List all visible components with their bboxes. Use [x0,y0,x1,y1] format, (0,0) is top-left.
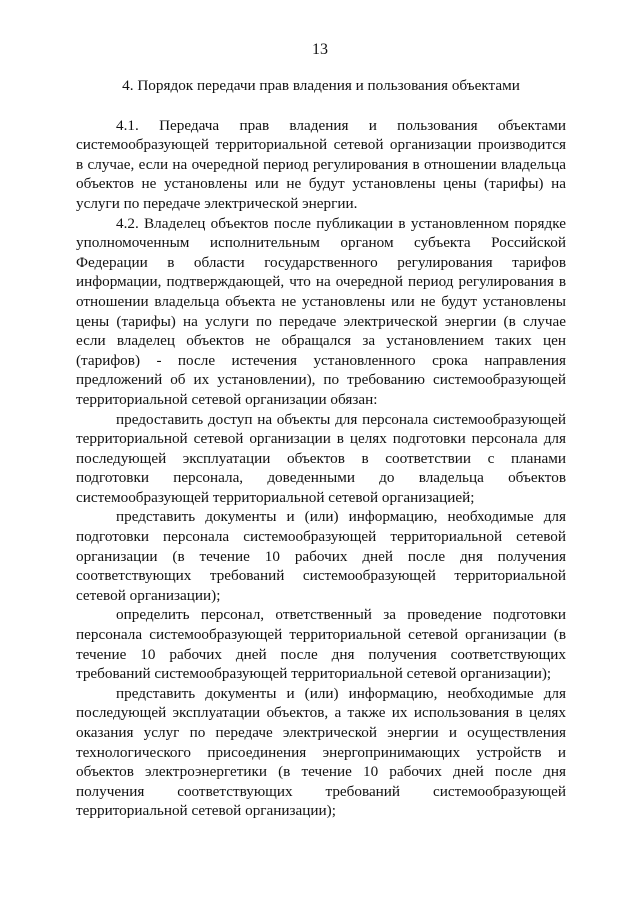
obligation-define-personnel: определить персонал, ответственный за проведение подготовки персонала системообразующей территориальной сетевой организации (в течение 10 рабочих дней после дня получения соответствующих требований системообразующей территориальной сетевой организации); [76,606,566,683]
paragraph-4-1: 4.1. Передача прав владения и пользования объектами системообразующей территориальной сетевой организации производится в случае, если на очередной период регулирования в отношении владельца объектов не установлены или не будут установлены цены (тарифы) на услуги по передаче электрической энергии. [76,116,566,212]
document-body [76,76,566,821]
page-number: 13 [312,41,328,58]
obligation-provide-documents-operation: представить документы и (или) информацию, необходимые для последующей эксплуатации объектов, а также их использования в целях оказания услуг по передаче электрической энергии и осуществления технологического присоединения энергопринимающих устройств и объектов электроэнергетики (в течение 10 рабочих дней после дня получения соответствующих требований системообразующей территориальной сетевой организации); [76,684,566,820]
section-heading: 4. Порядок передачи прав владения и пользования объектами [122,77,520,94]
obligation-provide-documents-training: представить документы и (или) информацию, необходимые для подготовки персонала системообразующей территориальной сетевой организации (в течение 10 рабочих дней после дня получения соответствующих требований системообразующей территориальной сетевой организации); [76,508,566,604]
paragraph-4-2: 4.2. Владелец объектов после публикации в установленном порядке уполномоченным исполнительным органом субъекта Российской Федерации в области государственного регулирования тарифов информации, подтверждающей, что на очередной период регулирования в отношении владельца объекта не установлены или не будут установлены цены (тарифы) на услуги по передаче электрической энергии (в случае если владелец объектов не обращался за установлением таких цен (тарифов) - после истечения установленного срока направления предложений об их установлении), по требованию системообразующей территориальной сетевой организации обязан: [76,214,566,408]
obligation-provide-access: предоставить доступ на объекты для персонала системообразующей территориальной сетевой организации в целях подготовки персонала для последующей эксплуатации объектов в соответствии с планами подготовки персонала, доведенными до владельца объектов системообразующей территориальной сетевой организацией; [76,410,566,506]
